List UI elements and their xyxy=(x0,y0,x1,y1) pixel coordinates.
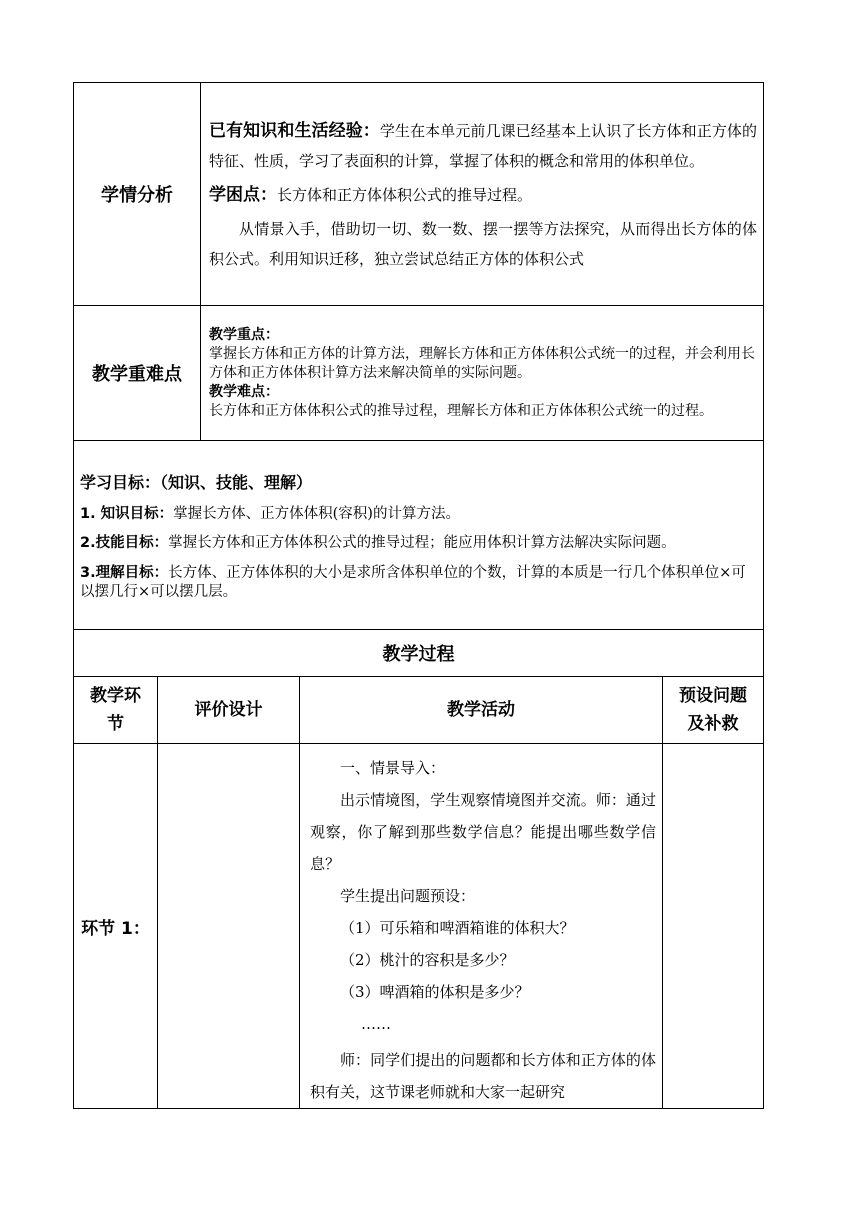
teaching-difficulty-text: 长方体和正方体体积公式的推导过程，理解长方体和正方体体积公式统一的过程。 xyxy=(209,402,713,419)
difficulty-heading: 学困点： xyxy=(209,185,277,205)
activity-paragraph-1: 出示情境图，学生观察情境图并交流。师：通过观察，你了解到那些数学信息？能提出哪些数学信息？ xyxy=(310,791,656,873)
teaching-difficulty-heading: 教学难点： xyxy=(209,383,279,400)
goals-content xyxy=(74,441,764,630)
goal-1-heading: 1. 知识目标： xyxy=(80,506,174,522)
activity-paragraph-2: 学生提出问题预设： xyxy=(340,887,476,905)
goal-2-heading: 2.技能目标： xyxy=(80,535,169,551)
prior-knowledge-heading: 已有知识和生活经验： xyxy=(209,121,380,141)
key-points-content xyxy=(201,306,764,441)
activity-intro: 一、情景导入： xyxy=(340,759,446,777)
teaching-focus-heading: 教学重点： xyxy=(209,326,279,343)
activity-question-1: （1）可乐箱和啤酒箱谁的体积大？ xyxy=(340,919,575,937)
lesson-plan-table xyxy=(73,82,764,1109)
goals-title: 学习目标：（知识、技能、理解） xyxy=(80,473,313,492)
activity-question-3: （3）啤酒箱的体积是多少？ xyxy=(340,983,530,1001)
step-1-preset-questions xyxy=(663,744,764,1109)
goal-2-text: 掌握长方体和正方体体积公式的推导过程；能应用体积计算方法解决实际问题。 xyxy=(168,535,676,551)
key-points-row xyxy=(74,306,764,441)
header-step: 教学环节 xyxy=(74,677,158,744)
goal-3-text: 长方体、正方体体积的大小是求所含体积单位的个数，计算的本质是一行几个体积单位×可以摆几行×可以摆几层。 xyxy=(80,565,746,600)
key-points-label: 教学重难点 xyxy=(74,306,201,441)
analysis-label: 学情分析 xyxy=(74,83,201,306)
activity-paragraph-3: 师：同学们提出的问题都和长方体和正方体的体积有关，这节课老师就和大家一起研究 xyxy=(310,1051,656,1101)
step-1-activity xyxy=(300,744,663,1109)
lesson-plan-sheet xyxy=(73,82,763,1109)
goal-1-text: 掌握长方体、正方体体积(容积)的计算方法。 xyxy=(173,506,460,522)
goals-row xyxy=(74,441,764,630)
analysis-content xyxy=(201,83,764,306)
process-header-row xyxy=(74,677,764,744)
teaching-focus-text: 掌握长方体和正方体的计算方法，理解长方体和正方体体积公式统一的过程，并会利用长方体和正方体体积计算方法来解决简单的实际问题。 xyxy=(209,345,755,381)
header-preset-questions: 预设问题及补救 xyxy=(663,677,764,744)
step-1-evaluation xyxy=(158,744,300,1109)
goal-3-heading: 3.理解目标： xyxy=(80,565,169,581)
header-evaluation: 评价设计 xyxy=(158,677,300,744)
strategy-text: 从情景入手，借助切一切、数一数、摆一摆等方法探究，从而得出长方体的体积公式。利用知识迁移，独立尝试总结正方体的体积公式 xyxy=(209,220,757,268)
header-activity: 教学活动 xyxy=(300,677,663,744)
process-title: 教学过程 xyxy=(74,630,764,677)
step-1-label: 环节 1： xyxy=(74,744,158,1109)
process-title-row xyxy=(74,630,764,677)
analysis-row xyxy=(74,83,764,306)
activity-question-2: （2）桃汁的容积是多少？ xyxy=(340,951,515,969)
prior-knowledge-text: 学生在本单元前几课已经基本上认识了长方体和正方体的特征、性质，学习了表面积的计算，掌握了体积的概念和常用的体积单位。 xyxy=(209,122,757,170)
difficulty-text: 长方体和正方体体积公式的推导过程。 xyxy=(277,186,533,204)
activity-ellipsis: …… xyxy=(361,1015,391,1033)
step-1-row xyxy=(74,744,764,1109)
